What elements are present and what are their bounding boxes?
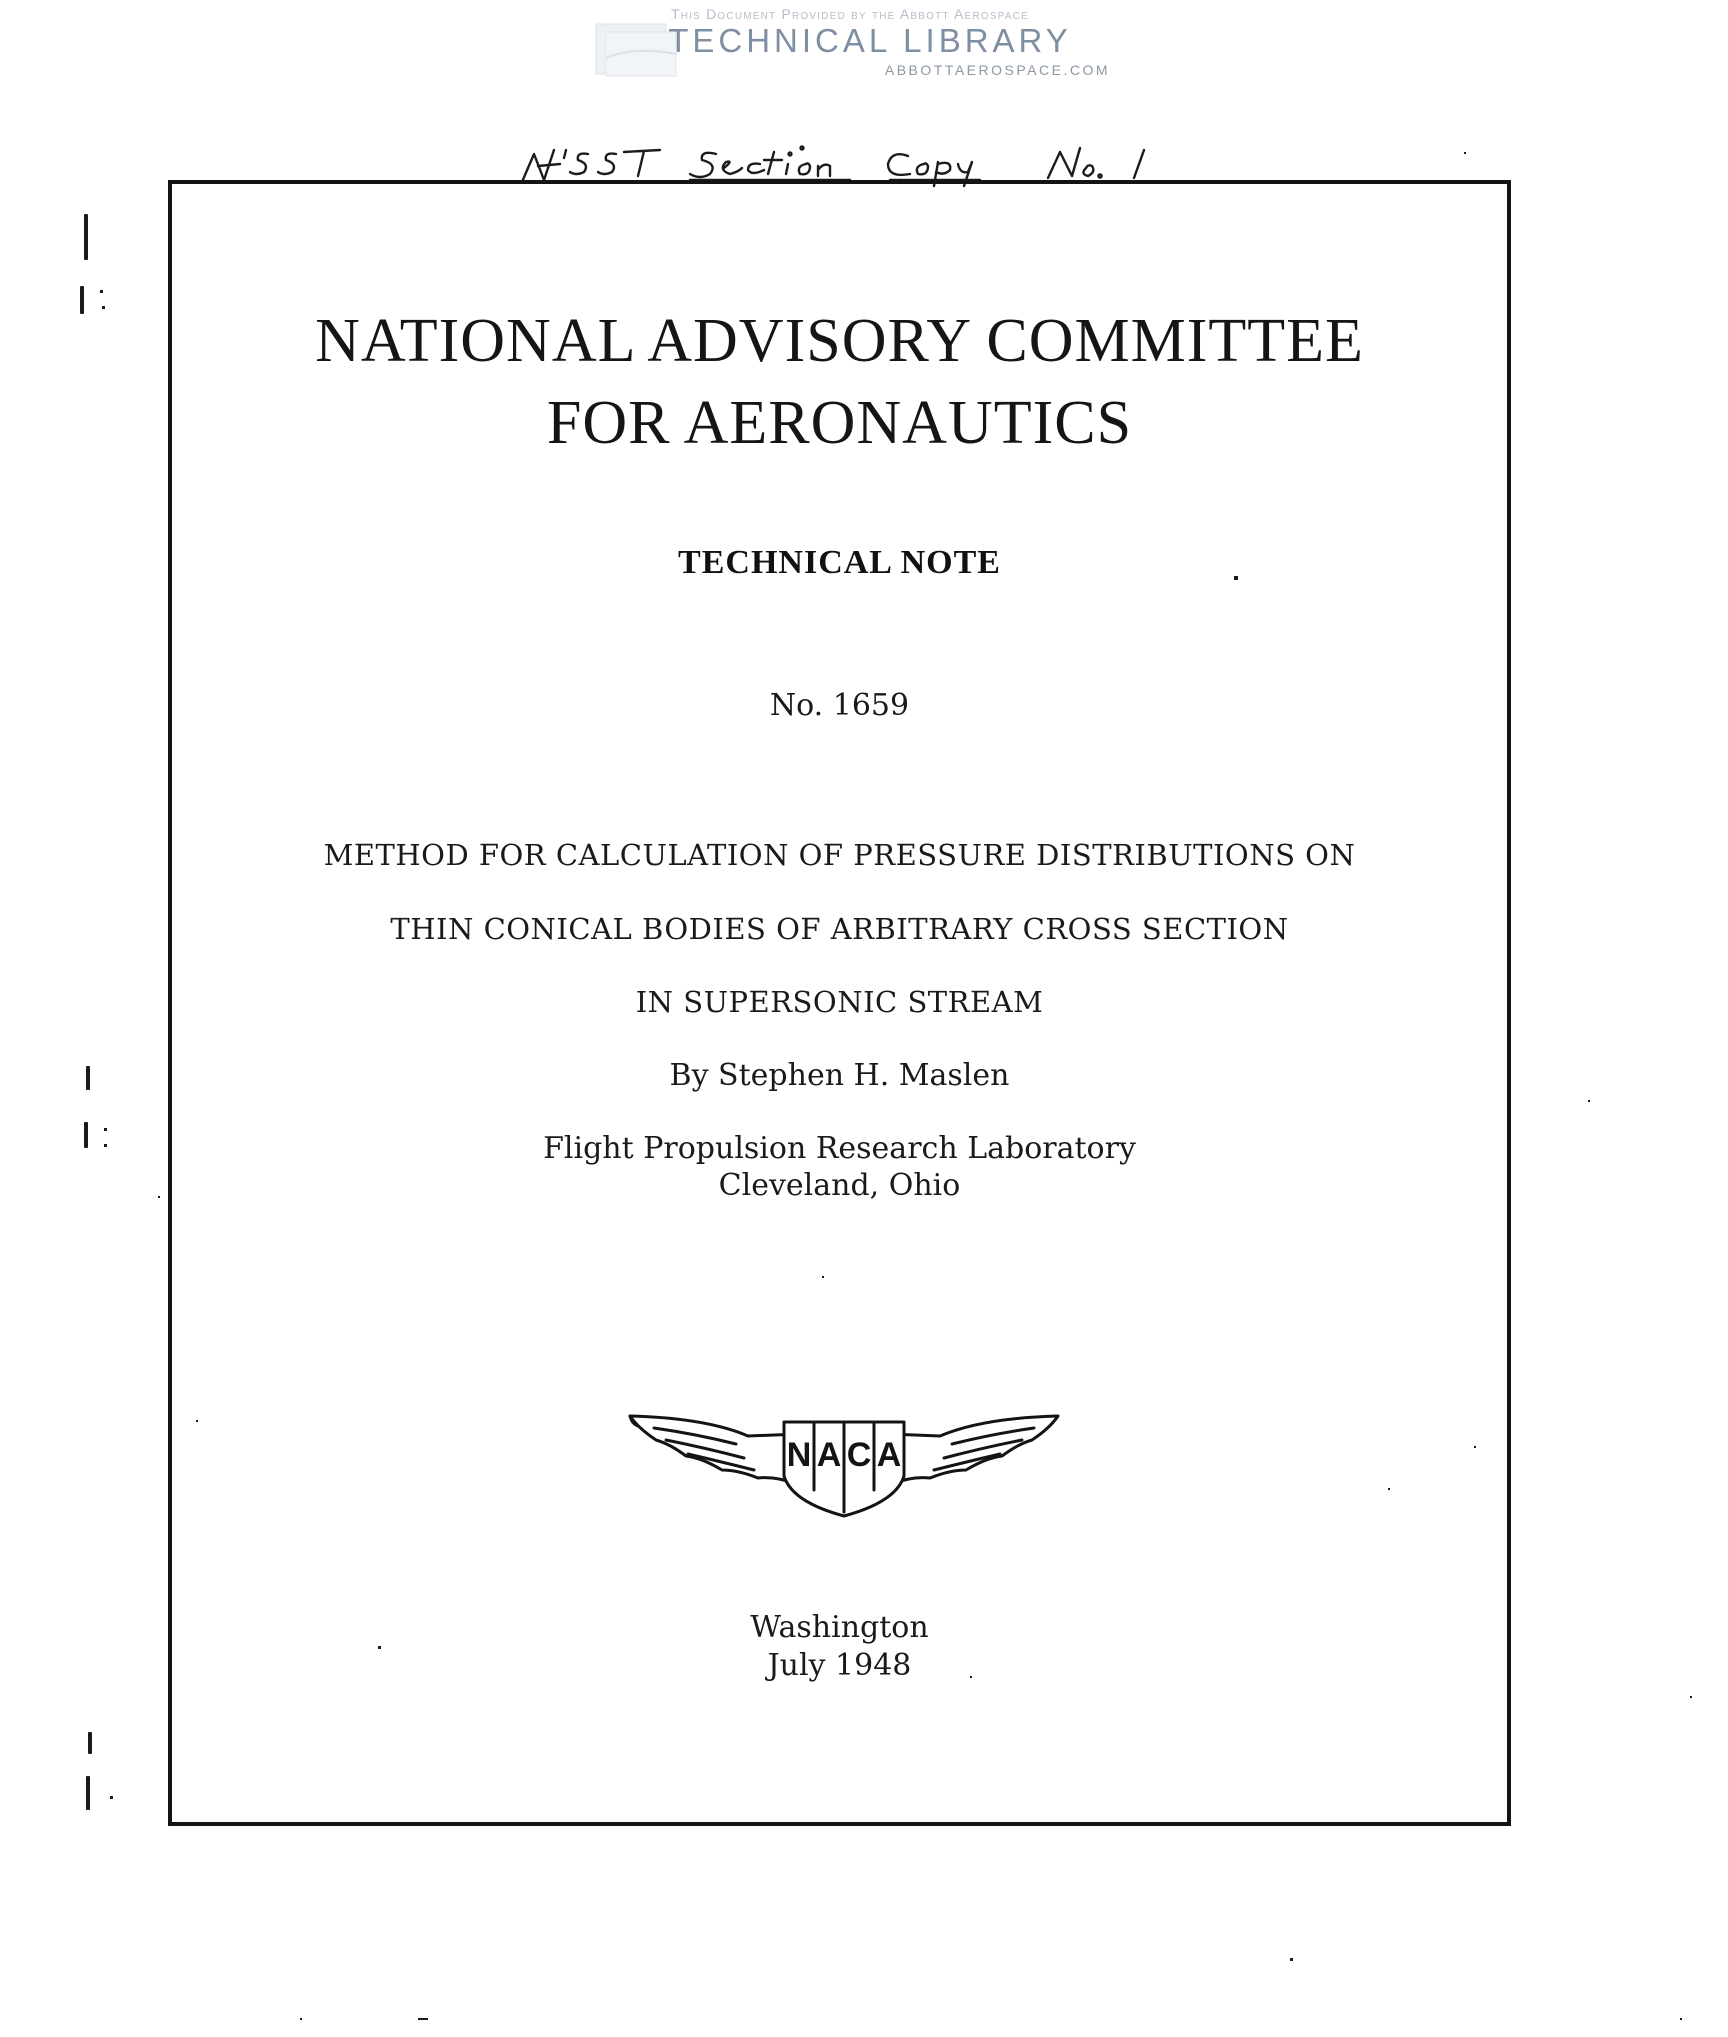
watermark-library-title: TECHNICAL LIBRARY bbox=[668, 22, 1072, 59]
svg-text:N: N bbox=[786, 1436, 812, 1474]
watermark-provided-by: This Document Provided by the Abbott Aerospace bbox=[671, 6, 1029, 22]
svg-text:A: A bbox=[816, 1436, 842, 1474]
naca-seal-logo bbox=[626, 1412, 1062, 1520]
publication-date: July 1948 bbox=[767, 1648, 912, 1683]
title-line-2: THIN CONICAL BODIES OF ARBITRARY CROSS SECTION bbox=[390, 912, 1289, 946]
svg-text:C: C bbox=[846, 1436, 872, 1474]
watermark-site: ABBOTTAEROSPACE.COM bbox=[884, 62, 1110, 78]
location: Cleveland, Ohio bbox=[718, 1168, 961, 1203]
title-line-3: IN SUPERSONIC STREAM bbox=[635, 985, 1044, 1019]
org-name-line-2: FOR AERONAUTICS bbox=[546, 389, 1133, 457]
svg-text:A: A bbox=[876, 1436, 902, 1474]
org-name-line-1: NATIONAL ADVISORY COMMITTEE bbox=[315, 307, 1364, 375]
note-type-heading: TECHNICAL NOTE bbox=[678, 544, 1001, 581]
note-number: No. 1659 bbox=[769, 688, 910, 723]
laboratory: Flight Propulsion Research Laboratory bbox=[543, 1131, 1136, 1166]
author: By Stephen H. Maslen bbox=[669, 1058, 1010, 1093]
publication-city: Washington bbox=[750, 1610, 929, 1645]
watermark-header bbox=[590, 6, 1110, 82]
title-line-1: METHOD FOR CALCULATION OF PRESSURE DISTRIBUTIONS ON bbox=[323, 838, 1356, 872]
